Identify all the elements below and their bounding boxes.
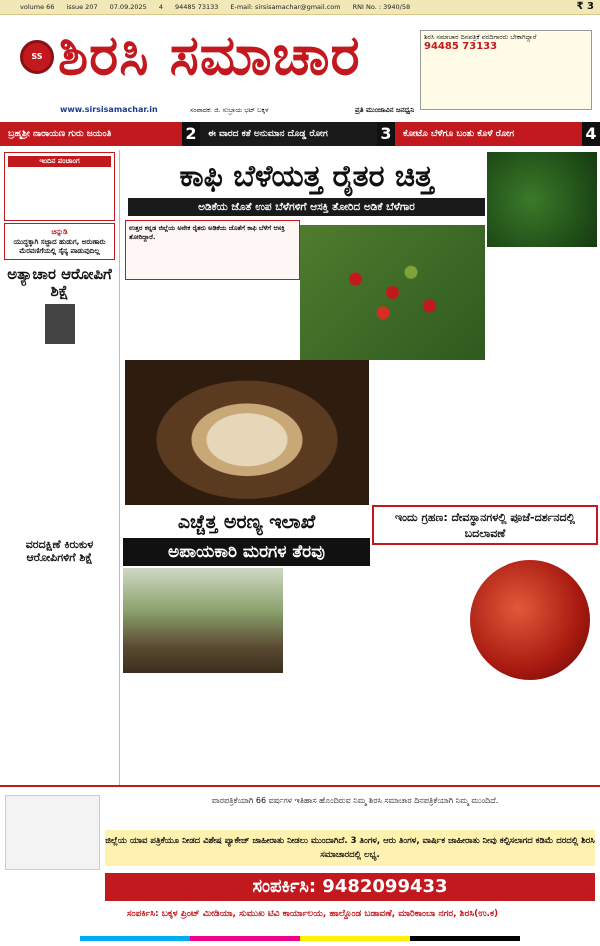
highlight-box: ಉತ್ತರ ಕನ್ನಡ ಜಿಲ್ಲೆಯ ಅನೇಕ ರೈತರು ಅಡಿಕೆಯ ಜೊತೆಗೆ ಕಾಫಿ ಬೆಳೆಗೆ ಆಸಕ್ತಿ ತೋರಿದ್ದಾರೆ. <box>125 220 300 280</box>
strip-item-2[interactable]: ಈ ವಾರದ ಕತೆ ಅನುಮಾನ ದೊಡ್ಡ ರೋಗ 3 <box>200 122 395 146</box>
editor-line: ಸಂಪಾದಕ: ಜಿ. ಸುಬ್ರಾಯ ಭಟ್ ಬಕ್ಕಳ <box>190 106 269 114</box>
left-column <box>0 150 120 785</box>
pages: 4 <box>158 3 163 11</box>
date: 07.09.2025 <box>109 3 147 11</box>
volume: volume 66 <box>20 3 55 11</box>
ad-address: ಸಂಪರ್ಕಿಸಿ: ಬಕ್ಕಳ ಪ್ರಿಂಟ್ ಮೀಡಿಯಾ, ಸುಮುಖ ಟಿವಿ ಕಾರ್ಯಾಲಯ, ಹಾಲ್ದೊಂಡ ಬಡಾವಣೆ, ಮಾರಿಕಾಂಬಾ ನಗರ, ಶಿರಸಿ(ಉ.ಕ) <box>30 905 595 923</box>
ad-phone[interactable]: ಸಂಪರ್ಕಿಸಿ: 9482099433 <box>105 873 595 901</box>
index-strip <box>0 122 600 146</box>
crime2-headline[interactable]: ವರದಕ್ಷಿಣೆ ಕಿರುಕುಳ ಆರೋಪಿಗಳಿಗೆ ಶಿಕ್ಷೆ <box>25 538 94 564</box>
rni: RNI No. : 3940/58 <box>352 3 411 11</box>
main-subhead: ಅಡಿಕೆಯ ಜೊತೆ ಉಪ ಬೆಳೆಗಳಿಗೆ ಆಸಕ್ತಿ ತೋರಿದ ಅಡಿಕೆ ಬೆಳೆಗಾರ <box>128 198 485 216</box>
forest-article-text <box>123 678 370 783</box>
chinnudi-text: ಯುದ್ಧಕ್ಕಾಗಿ ಸಜ್ಜಾದ ಹುಡುಗ, ಅರುಣಾರು ಮೆರವಣಿಗೆಯಲ್ಲಿ ಸೈನ್ಯ ಪಾಡುವುದಿಲ್ಲ <box>13 238 106 255</box>
paper-title: ಶಿರಸಿ ಸಮಾಚಾರ <box>58 22 361 87</box>
main-headline[interactable]: ಕಾಫಿ ಬೆಳೆಯತ್ತ ರೈತರ ಚಿತ್ತ <box>179 159 434 194</box>
crime2-article-text <box>0 564 119 784</box>
almanac-box <box>4 152 115 221</box>
blood-moon-image <box>470 560 590 680</box>
crime-headline[interactable]: ಅತ್ಯಾಚಾರ ಆರೋಪಿಗೆ ಶಿಕ್ಷೆ <box>7 265 112 300</box>
crime-article-text <box>0 348 119 538</box>
eclipse-article-text-2 <box>470 685 595 780</box>
strip-item-3[interactable]: ಕೋಟೊ ಬೆಳೆಗೂ ಬಂತು ಕೊಳೆ ರೋಗ 4 <box>395 122 600 146</box>
article-column-3 <box>487 250 597 500</box>
forest-subhead: ಅಪಾಯಕಾರಿ ಮರಗಳ ತೆರವು <box>123 538 370 566</box>
ad-lead-text: ವಾರಪತ್ರಿಕೆಯಾಗಿ 66 ವರ್ಷಗಳ ಇತಿಹಾಸ ಹೊಂದಿರುವ ನಿಮ್ಮ ಶಿರಸಿ ಸಮಾಚಾರ ದಿನಪತ್ರಿಕೆಯಾಗಿ ನಿಮ್ಮ ಮುಂದಿದೆ. <box>211 796 499 805</box>
meta-bar <box>0 0 600 15</box>
email: E-mail: sirsisamachar@gmail.com <box>230 3 341 11</box>
strip-item-1[interactable]: ಬ್ರಹ್ಮಶ್ರೀ ನಾರಾಯಣ ಗುರು ಜಯಂತಿ 2 <box>0 122 200 146</box>
coffee-cup-image <box>125 360 369 505</box>
reporter-ad <box>420 30 592 110</box>
coffee-berries-image <box>300 225 485 360</box>
ad-offer-text: ಜಿಲ್ಲೆಯ ಯಾವ ಪತ್ರಿಕೆಯೂ ನೀಡದ ವಿಶೇಷ ಪ್ಯಾಕೇಜ್ ಜಾಹೀರಾತು ನೀಡಲು ಮುಂದಾಗಿದೆ. 3 ತಿಂಗಳ, ಆರು ತಿಂಗಳ, ವಾರ್ಷಿಕ ಜಾಹೀರಾತು ನೀವು ಕಲ್ಪಿಸಲಾಗದ ಕಡಿಮೆ ದರದಲ್ಲಿ ಶಿರಸಿ ಸಮಾಚಾರದಲ್ಲಿ ಲಭ್ಯ. <box>105 830 595 866</box>
issue: issue 207 <box>66 3 98 11</box>
forest-article-side <box>285 568 370 678</box>
paper-thumbnail <box>5 795 100 870</box>
mobile: 94485 73133 <box>174 3 219 11</box>
slogan: ಪ್ರತಿ ಮುಂಜಾವಿನ ಜನಧ್ವನಿ <box>355 106 415 114</box>
color-bar <box>80 936 520 941</box>
article-column-1 <box>125 285 297 355</box>
reporter-ad-text: ಶಿರಸಿ ಸಮಾಚಾರ ದಿನಪತ್ರಿಕೆ ವರದಿಗಾರರು ಬೇಕಾಗಿದ್ದಾರೆ <box>424 33 537 41</box>
forest-image <box>123 568 283 673</box>
accused-photo <box>45 304 75 344</box>
coffee-plant-image <box>487 152 597 247</box>
chinnudi-title: ಚಿನ್ನುಡಿ <box>8 227 111 238</box>
paper-logo: SS <box>20 40 54 74</box>
price: ₹ 3 <box>576 1 594 12</box>
chinnudi-box <box>4 223 115 260</box>
article-column-2 <box>372 360 484 500</box>
forest-headline[interactable]: ಎಚ್ಚೆತ್ತ ಅರಣ್ಯ ಇಲಾಖೆ <box>177 511 316 533</box>
almanac-title: ಇಂದಿನ ಪಂಚಾಂಗ <box>8 156 111 167</box>
paper-url[interactable]: www.sirsisamachar.in <box>60 105 158 114</box>
eclipse-article-text <box>372 550 467 780</box>
reporter-ad-phone: 94485 73133 <box>424 41 498 52</box>
eclipse-headline[interactable]: ಇಂದು ಗ್ರಹಣ: ದೇವಸ್ಥಾನಗಳಲ್ಲಿ ಪೂಜೆ-ದರ್ಶನದಲ್ಲಿ ಬದಲಾವಣೆ <box>372 505 598 545</box>
